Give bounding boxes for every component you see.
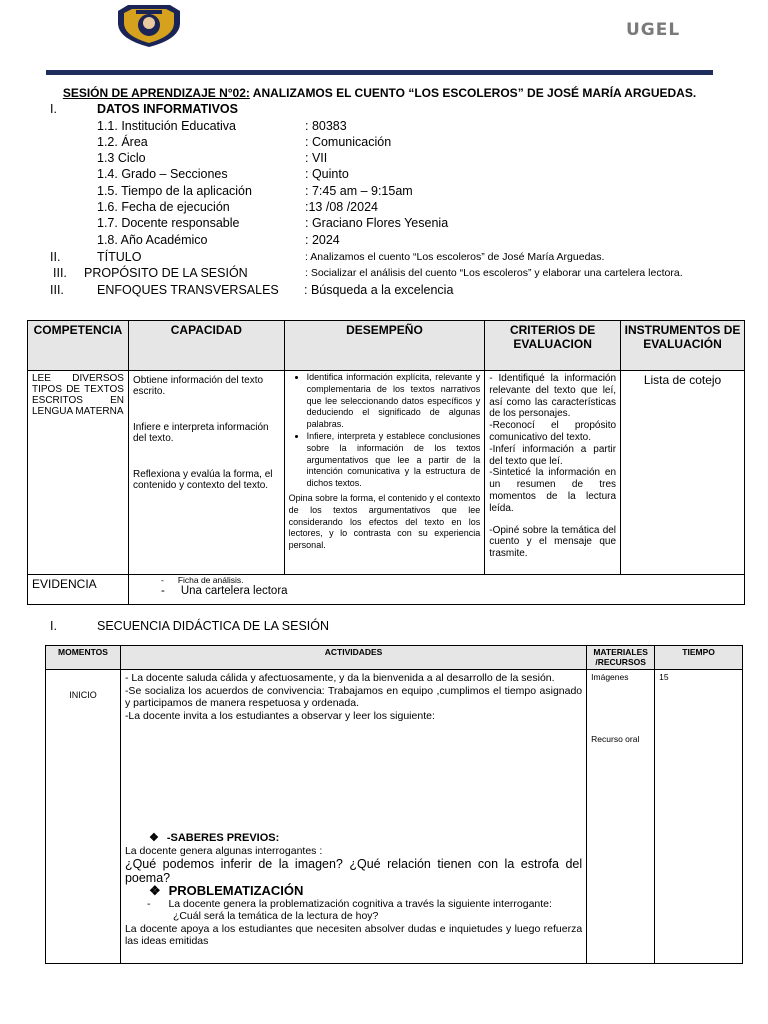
criterio-item: - Identifiqué la información relevante del texto que leí, así como las características de los personajes. (489, 373, 617, 420)
crest-logo (114, 3, 184, 49)
header-materiales: MATERIALES /RECURSOS (587, 646, 655, 670)
instrumento-cell: Lista de cotejo (621, 371, 745, 575)
header-capacidad: CAPACIDAD (128, 321, 284, 371)
session-title: ANALIZAMOS EL CUENTO “LOS ESCOLEROS” DE JOSÉ MARÍA ARGUEDAS. (249, 86, 697, 100)
saberes-intro: La docente genera algunas interrogantes : (124, 844, 323, 857)
header-instrumentos: INSTRUMENTOS DE EVALUACIÓN (621, 321, 745, 371)
actividad-item: - La docente saluda cálida y afectuosamente, y da la bienvenida a al desarrollo de la sesión. (124, 672, 555, 684)
capacidad-cell (128, 371, 284, 575)
info-label: 1.1. Institución Educativa (97, 119, 236, 133)
material-item: Recurso oral (591, 734, 640, 744)
evidencia-item: - Una cartelera lectora (160, 585, 288, 597)
criterio-item: -Reconocí el propósito comunicativo del texto. (489, 420, 617, 443)
materiales-cell (587, 670, 655, 964)
header-divider (46, 70, 713, 75)
section-number: III. (53, 266, 67, 280)
prob-closing: La docente apoya a los estudiantes que necesiten absolver dudas e inquietudes y luego refuerza las ideas emitidas (124, 922, 583, 947)
info-label: 1.3 Ciclo (97, 151, 146, 165)
capacidad-item: Obtiene información del texto escrito. (132, 375, 264, 397)
secuencia-number: I. (50, 619, 57, 633)
actividad-item: -Se socializa los acuerdos de convivencia: Trabajamos en equipo ,cumplimos el tiempo asignado y participamos de manera respetuosa y ordenada. (124, 684, 583, 709)
competencia-cell: LEE DIVERSOS TIPOS DE TEXTOS ESCRITOS EN LENGUA MATERNA (28, 371, 129, 575)
actividad-item: -La docente invita a los estudiantes a observar y leer los siguiente: (124, 709, 435, 722)
desempeno-cell (284, 371, 485, 575)
criterio-item: -Sinteticé la información en un resumen de tres momentos de la lectura leída. (489, 467, 617, 514)
competencias-table (27, 320, 745, 605)
actividades-cell (120, 670, 586, 964)
info-value: : 80383 (305, 119, 347, 133)
desempeno-item: • Infiere, interpreta y establece conclusiones sobre la información de los textos argumentativos que lee a partir de la intención comunicativa y la estructura de dichos textos. (307, 431, 481, 490)
problematizacion-heading: ❖ PROBLEMATIZACIÓN (148, 883, 304, 898)
momento-cell: INICIO (46, 670, 121, 964)
section-heading: DATOS INFORMATIVOS (97, 102, 238, 116)
info-label: 1.4. Grado – Secciones (97, 167, 228, 181)
evidencia-item: - Ficha de análisis. (160, 575, 244, 585)
header-criterios: CRITERIOS DE EVALUACION (485, 321, 621, 371)
page-title (46, 86, 713, 100)
prob-question: ¿Cuál será la temática de la lectura de hoy? (172, 910, 379, 922)
header-momentos: MOMENTOS (46, 646, 121, 670)
section-heading: PROPÓSITO DE LA SESIÓN (84, 266, 248, 280)
section-heading: TÍTULO (97, 250, 142, 264)
ugel-logo: UGEL (626, 20, 681, 40)
header-actividades: ACTIVIDADES (120, 646, 586, 670)
secuencia-heading: SECUENCIA DIDÁCTICA DE LA SESIÓN (97, 619, 330, 633)
capacidad-item: Infiere e interpreta información del texto. (132, 422, 269, 444)
info-value: : Analizamos el cuento “Los escoleros” de José María Arguedas. (305, 251, 605, 263)
info-value: : Socializar el análisis del cuento “Los escoleros” y elaborar una cartelera lectora. (305, 267, 683, 279)
secuencia-table (45, 645, 743, 964)
section-heading: ENFOQUES TRANSVERSALES (97, 283, 279, 297)
info-value: : VII (305, 151, 328, 165)
header-competencia: COMPETENCIA (28, 321, 129, 371)
saberes-heading: ❖ -SABERES PREVIOS: (148, 832, 280, 844)
evidencia-label: EVIDENCIA (28, 575, 129, 605)
info-value: : Comunicación (305, 135, 392, 149)
info-value: :13 /08 /2024 (305, 200, 378, 214)
prob-item: - La docente genera la problematización cognitiva a través la siguiente interrogante: (146, 897, 552, 910)
header-desempeno: DESEMPEÑO (284, 321, 485, 371)
criterios-cell (485, 371, 621, 575)
info-value: : Graciano Flores Yesenia (305, 216, 449, 230)
desempeno-extra: Opina sobre la forma, el contenido y el contexto de los textos argumentativos que lee considerando los efectos del texto en los lectores, y lo contrasta con su experiencia personal. (288, 492, 481, 551)
capacidad-item: Reflexiona y evalúa la forma, el contenido y contexto del texto. (132, 469, 273, 491)
info-label: 1.2. Área (97, 135, 148, 149)
info-value: : Búsqueda a la excelencia (304, 283, 454, 297)
image-placeholder (125, 722, 582, 832)
evidencia-cell (128, 575, 744, 605)
section-number: III. (50, 283, 64, 297)
section-number: I. (50, 102, 57, 116)
info-label: 1.8. Año Académico (97, 233, 208, 247)
material-item: Imágenes (591, 672, 629, 682)
saberes-question: ¿Qué podemos inferir de la imagen? ¿Qué relación tienen con la estrofa del poema? (124, 857, 583, 885)
info-value: : 7:45 am – 9:15am (305, 184, 413, 198)
tiempo-cell: 15 (655, 670, 743, 964)
desempeno-item: • Identifica información explícita, relevante y complementaria de los textos narrativos que lee seleccionando datos específicos y deduciendo el significado de algunas palabras. (307, 372, 481, 431)
info-value: : Quinto (305, 167, 349, 181)
section-number: II. (50, 250, 61, 264)
info-label: 1.6. Fecha de ejecución (97, 200, 230, 214)
criterio-item: -Opiné sobre la temática del cuento y el mensaje que trasmite. (489, 524, 617, 560)
session-number: SESIÓN DE APRENDIZAJE N°02: (62, 86, 250, 100)
header-tiempo: TIEMPO (655, 646, 743, 670)
info-value: : 2024 (305, 233, 340, 247)
info-label: 1.5. Tiempo de la aplicación (97, 184, 252, 198)
criterio-item: -Inferí información a partir del texto que leí. (489, 443, 617, 467)
info-label: 1.7. Docente responsable (97, 216, 240, 230)
